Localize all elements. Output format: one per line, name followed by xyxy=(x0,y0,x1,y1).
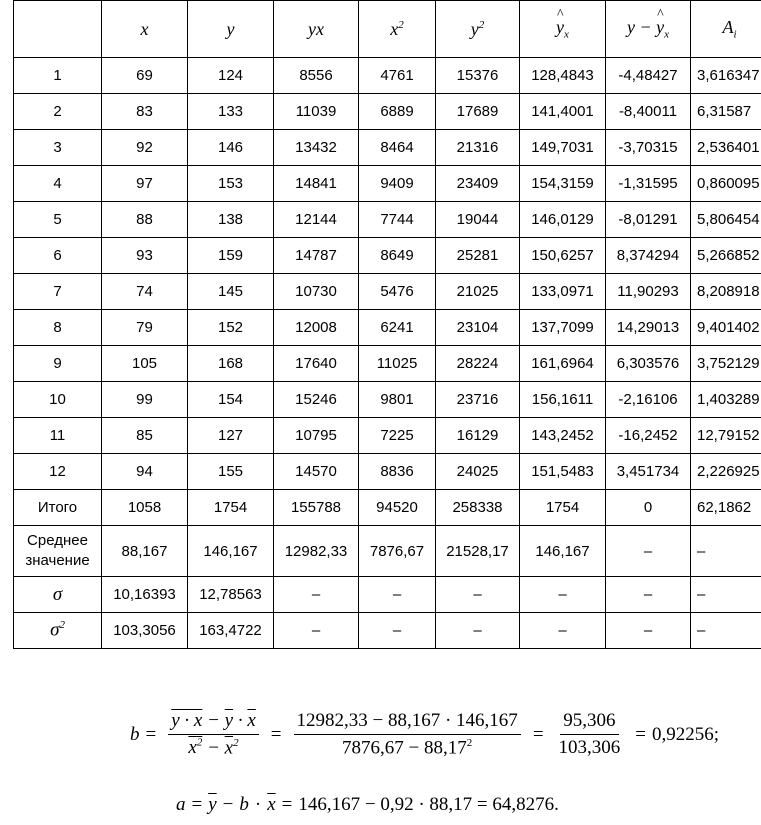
header-x2: $x^2$ xyxy=(359,1,436,58)
table-cell: 1754 xyxy=(520,490,606,526)
table-cell: 6889 xyxy=(359,94,436,130)
table-row xyxy=(14,310,761,346)
table-cell: – xyxy=(691,577,761,613)
table-cell: 8,208918 xyxy=(691,274,761,310)
table-cell: 146,167 xyxy=(520,526,606,577)
table-cell: 15376 xyxy=(436,58,520,94)
table-cell: 127 xyxy=(188,418,274,454)
table-cell: 8836 xyxy=(359,454,436,490)
table-row xyxy=(14,418,761,454)
table-cell: 97 xyxy=(102,166,188,202)
a-formula-value: 146,167 − 0,92 · 88,17 = 64,8276. xyxy=(298,794,559,815)
table-cell: 11,90293 xyxy=(606,274,691,310)
table-row xyxy=(14,454,761,490)
table-row xyxy=(14,166,761,202)
table-cell: 14570 xyxy=(274,454,359,490)
table-cell: 99 xyxy=(102,382,188,418)
table-cell: 10,16393 xyxy=(102,577,188,613)
table-cell: 15246 xyxy=(274,382,359,418)
table-cell: 24025 xyxy=(436,454,520,490)
row-label: 1 xyxy=(14,58,102,94)
table-cell: 146,167 xyxy=(188,526,274,577)
table-cell: 154,3159 xyxy=(520,166,606,202)
table-cell: 85 xyxy=(102,418,188,454)
table-row xyxy=(14,202,761,238)
table-cell: 14787 xyxy=(274,238,359,274)
table-cell: 7744 xyxy=(359,202,436,238)
table-cell: 133,0971 xyxy=(520,274,606,310)
table-cell: -2,16106 xyxy=(606,382,691,418)
b-formula: b = $\frac{y \cdot x - \overline{y} \cdot \overline{x}}{x^2 - \overline{x}^2}$ = $\frac{12982,33 - 88,167 \cdot 146,167}{7876,67 - 88,17^2}$ = $\frac{95,306}{103,306}$ = 0,92256; xyxy=(130,710,720,759)
table-cell: 79 xyxy=(102,310,188,346)
table-cell: 83 xyxy=(102,94,188,130)
b-symbol: b xyxy=(130,723,140,745)
table-cell: -16,2452 xyxy=(606,418,691,454)
row-label: 6 xyxy=(14,238,102,274)
b-substitution-fraction xyxy=(294,710,521,759)
table-cell: 6241 xyxy=(359,310,436,346)
table-cell: 12008 xyxy=(274,310,359,346)
b-substitution-denominator: $7876,67 - 88,17^2$ xyxy=(342,737,473,759)
table-cell: -4,48427 xyxy=(606,58,691,94)
table-cell: 153 xyxy=(188,166,274,202)
sigma2-row xyxy=(14,613,761,649)
table-cell: – xyxy=(691,613,761,649)
table-cell: 133 xyxy=(188,94,274,130)
table-cell: – xyxy=(274,577,359,613)
table-cell: 92 xyxy=(102,130,188,166)
table-cell: 163,4722 xyxy=(188,613,274,649)
table-cell: -3,70315 xyxy=(606,130,691,166)
header-y2: $y^2$ xyxy=(436,1,520,58)
table-cell: 12982,33 xyxy=(274,526,359,577)
table-cell: – xyxy=(359,613,436,649)
table-cell: 159 xyxy=(188,238,274,274)
table-cell: 11039 xyxy=(274,94,359,130)
table-row xyxy=(14,94,761,130)
table-cell: 2,536401 xyxy=(691,130,761,166)
table-cell: – xyxy=(520,577,606,613)
table-cell: 21025 xyxy=(436,274,520,310)
table-cell: 155 xyxy=(188,454,274,490)
table-cell: 6,303576 xyxy=(606,346,691,382)
table-cell: 1,403289 xyxy=(691,382,761,418)
table-row xyxy=(14,130,761,166)
table-cell: 5476 xyxy=(359,274,436,310)
table-cell: 74 xyxy=(102,274,188,310)
table-cell: 8,374294 xyxy=(606,238,691,274)
table-cell: – xyxy=(436,613,520,649)
a-formula: a = $\overline{y}$ − b · $\overline{x}$ = 146,167 − 0,92 · 88,17 = 64,8276. xyxy=(176,794,559,815)
table-cell: 7225 xyxy=(359,418,436,454)
table-cell: 168 xyxy=(188,346,274,382)
row-label: σ xyxy=(14,577,102,613)
table-cell: – xyxy=(520,613,606,649)
table-cell: -8,40011 xyxy=(606,94,691,130)
table-cell: 155788 xyxy=(274,490,359,526)
table-cell: 23104 xyxy=(436,310,520,346)
table-cell: 12144 xyxy=(274,202,359,238)
table-cell: 93 xyxy=(102,238,188,274)
regression-table xyxy=(13,0,761,649)
b-result-fraction xyxy=(556,710,624,759)
table-cell: 21316 xyxy=(436,130,520,166)
row-label: 7 xyxy=(14,274,102,310)
table-cell: 258338 xyxy=(436,490,520,526)
table-cell: 7876,67 xyxy=(359,526,436,577)
mean-row xyxy=(14,526,761,577)
table-cell: 128,4843 xyxy=(520,58,606,94)
table-row xyxy=(14,382,761,418)
table-cell: 16129 xyxy=(436,418,520,454)
header-ai: $A_i$ xyxy=(691,1,761,58)
table-cell: 94520 xyxy=(359,490,436,526)
table-cell: 143,2452 xyxy=(520,418,606,454)
table-row xyxy=(14,238,761,274)
table-cell: 145 xyxy=(188,274,274,310)
header-index xyxy=(14,1,102,58)
row-label: 12 xyxy=(14,454,102,490)
table-cell: 10730 xyxy=(274,274,359,310)
table-cell: 2,226925 xyxy=(691,454,761,490)
table-cell: 138 xyxy=(188,202,274,238)
total-row xyxy=(14,490,761,526)
table-cell: 17640 xyxy=(274,346,359,382)
row-label: Итого xyxy=(14,490,102,526)
table-cell: – xyxy=(606,526,691,577)
header-yx: yx xyxy=(274,1,359,58)
table-cell: 94 xyxy=(102,454,188,490)
table-cell: 154 xyxy=(188,382,274,418)
table-cell: 146,0129 xyxy=(520,202,606,238)
table-cell: 146 xyxy=(188,130,274,166)
table-cell: 8556 xyxy=(274,58,359,94)
table-cell: 3,616347 xyxy=(691,58,761,94)
table-cell: 14841 xyxy=(274,166,359,202)
header-residual: y − ^ $y_x$ xyxy=(606,1,691,58)
header-row xyxy=(14,1,761,58)
row-label: 5 xyxy=(14,202,102,238)
table-cell: 69 xyxy=(102,58,188,94)
row-label: 4 xyxy=(14,166,102,202)
header-yhat: ^ $y_x$ xyxy=(520,1,606,58)
table-cell: 8649 xyxy=(359,238,436,274)
table-cell: 12,79152 xyxy=(691,418,761,454)
table-cell: 10795 xyxy=(274,418,359,454)
table-cell: -1,31595 xyxy=(606,166,691,202)
b-result-numerator: 95,306 xyxy=(560,710,618,735)
b-definition-fraction: $\frac{y \cdot x - \overline{y} \cdot \overline{x}}{x^2 - \overline{x}^2}$ xyxy=(168,710,259,759)
row-label: Среднее значение xyxy=(14,526,102,577)
b-result-value: 0,92256; xyxy=(652,723,720,745)
table-cell: 105 xyxy=(102,346,188,382)
row-label: 9 xyxy=(14,346,102,382)
header-y: y xyxy=(188,1,274,58)
row-label: 11 xyxy=(14,418,102,454)
table-cell: 150,6257 xyxy=(520,238,606,274)
table-cell: 103,3056 xyxy=(102,613,188,649)
table-row xyxy=(14,274,761,310)
table-cell: 3,752129 xyxy=(691,346,761,382)
table-cell: 6,31587 xyxy=(691,94,761,130)
table-cell: 124 xyxy=(188,58,274,94)
table-cell: 25281 xyxy=(436,238,520,274)
table-cell: 9,401402 xyxy=(691,310,761,346)
table-cell: 28224 xyxy=(436,346,520,382)
table-cell: 4761 xyxy=(359,58,436,94)
table-cell: 14,29013 xyxy=(606,310,691,346)
row-label: 10 xyxy=(14,382,102,418)
table-cell: – xyxy=(274,613,359,649)
table-cell: 137,7099 xyxy=(520,310,606,346)
table-cell: 23409 xyxy=(436,166,520,202)
table-cell: 149,7031 xyxy=(520,130,606,166)
table-cell: 0 xyxy=(606,490,691,526)
table-row xyxy=(14,346,761,382)
table-cell: 21528,17 xyxy=(436,526,520,577)
table-cell: – xyxy=(436,577,520,613)
table-cell: – xyxy=(606,613,691,649)
sigma-row xyxy=(14,577,761,613)
table-cell: 3,451734 xyxy=(606,454,691,490)
table-cell: 1754 xyxy=(188,490,274,526)
table-cell: 8464 xyxy=(359,130,436,166)
row-label: $\sigma^2$ xyxy=(14,613,102,649)
table-cell: 17689 xyxy=(436,94,520,130)
table-cell: 23716 xyxy=(436,382,520,418)
table-cell: 11025 xyxy=(359,346,436,382)
table-cell: 151,5483 xyxy=(520,454,606,490)
row-label: 3 xyxy=(14,130,102,166)
table-cell: – xyxy=(606,577,691,613)
table-body xyxy=(14,58,761,649)
table-cell: 156,1611 xyxy=(520,382,606,418)
table-cell: 152 xyxy=(188,310,274,346)
table-cell: 5,806454 xyxy=(691,202,761,238)
table-cell: 19044 xyxy=(436,202,520,238)
table-cell: 9801 xyxy=(359,382,436,418)
table-cell: 88,167 xyxy=(102,526,188,577)
table-cell: 161,6964 xyxy=(520,346,606,382)
table-cell: – xyxy=(359,577,436,613)
table-cell: 62,1862 xyxy=(691,490,761,526)
table-cell: 5,266852 xyxy=(691,238,761,274)
b-result-denominator: 103,306 xyxy=(558,737,621,759)
header-x: x xyxy=(102,1,188,58)
table-cell: 9409 xyxy=(359,166,436,202)
row-label: 8 xyxy=(14,310,102,346)
table-cell: 13432 xyxy=(274,130,359,166)
table-cell: 0,860095 xyxy=(691,166,761,202)
table-cell: 141,4001 xyxy=(520,94,606,130)
regression-table-container xyxy=(13,0,761,660)
table-cell: – xyxy=(691,526,761,577)
table-cell: 1058 xyxy=(102,490,188,526)
table-cell: -8,01291 xyxy=(606,202,691,238)
table-cell: 88 xyxy=(102,202,188,238)
table-cell: 12,78563 xyxy=(188,577,274,613)
table-row xyxy=(14,58,761,94)
b-substitution-numerator: 12982,33 − 88,167 · 146,167 xyxy=(294,710,521,735)
row-label: 2 xyxy=(14,94,102,130)
